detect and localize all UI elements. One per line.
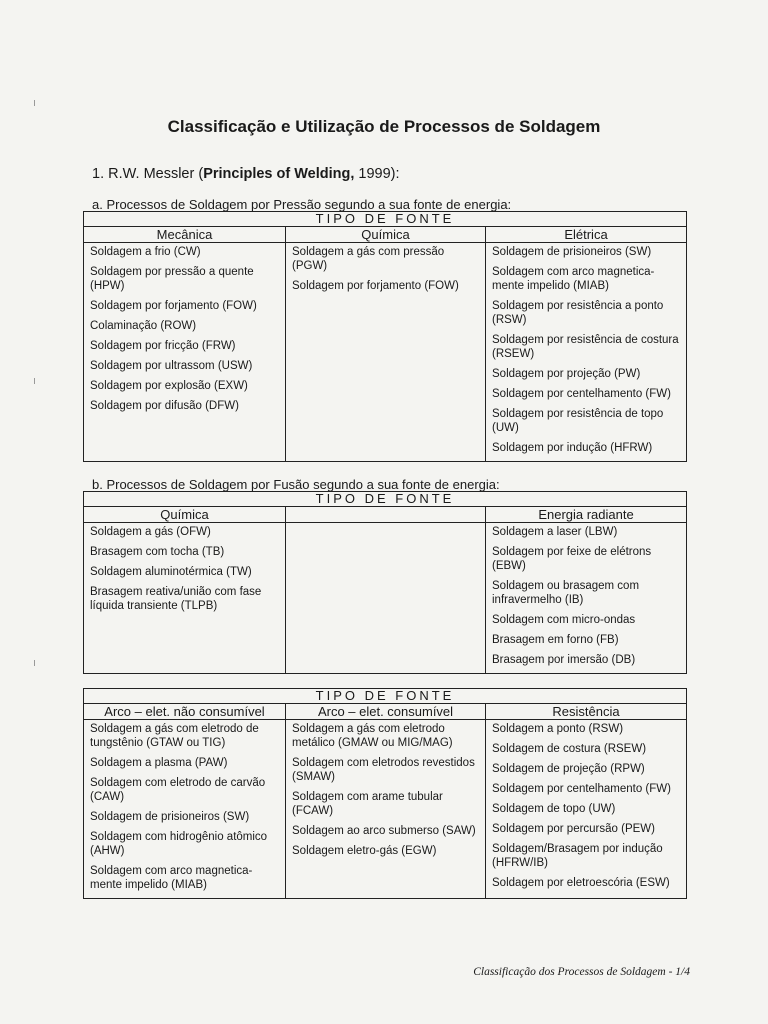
reference-suffix: 1999):: [354, 166, 400, 182]
process-item: Soldagem a laser (LBW): [492, 526, 618, 538]
process-item: Soldagem a gás (OFW): [90, 526, 211, 538]
process-item: Soldagem por centelhamento (FW): [492, 783, 671, 795]
process-item: Brasagem reativa/união com fase líquida transiente (TLPB): [90, 586, 262, 612]
process-item: Soldagem com arco magnetica-mente impelido (MIAB): [90, 865, 253, 891]
reference-book-title: Principles of Welding,: [203, 166, 355, 182]
process-item: Soldagem com eletrodos revestidos (SMAW): [292, 757, 475, 783]
process-item: Soldagem a ponto (RSW): [492, 723, 624, 735]
process-item: Soldagem de prisioneiros (SW): [90, 811, 250, 823]
column-header: Química: [286, 227, 486, 243]
process-item: Soldagem por difusão (DFW): [90, 400, 239, 412]
page-title: Classificação e Utilização de Processos de Soldagem: [167, 117, 601, 136]
process-item: Brasagem com tocha (TB): [90, 546, 225, 558]
source-type-header: TIPO DE FONTE: [84, 492, 687, 507]
process-cell: [84, 523, 286, 674]
process-item: Soldagem por resistência de topo (UW): [492, 408, 664, 434]
process-item: Soldagem por eletroescória (ESW): [492, 877, 670, 889]
section-b-table: [83, 491, 687, 674]
process-item: Soldagem por indução (HFRW): [492, 442, 653, 454]
process-item: Soldagem por percursão (PEW): [492, 823, 655, 835]
process-cell: [286, 720, 486, 899]
process-item: Soldagem de topo (UW): [492, 803, 616, 815]
process-item: Soldagem por projeção (PW): [492, 368, 641, 380]
process-item: Soldagem aluminotérmica (TW): [90, 566, 252, 578]
process-item: Soldagem de projeção (RPW): [492, 763, 645, 775]
process-item: Soldagem por fricção (FRW): [90, 340, 236, 352]
column-header: Resistência: [486, 704, 687, 720]
process-item: Soldagem por resistência a ponto (RSW): [492, 300, 664, 326]
process-item: Soldagem a gás com eletrodo de tungstênio (GTAW ou TIG): [90, 723, 259, 749]
process-cell: [486, 523, 687, 674]
column-header: Mecânica: [84, 227, 286, 243]
process-item: Brasagem em forno (FB): [492, 634, 619, 646]
process-item: Brasagem por imersão (DB): [492, 654, 636, 666]
scan-mark: [34, 100, 35, 106]
process-item: Soldagem por feixe de elétrons (EBW): [492, 546, 652, 572]
process-item: Soldagem com eletrodo de carvão (CAW): [90, 777, 266, 803]
process-item: Soldagem de costura (RSEW): [492, 743, 647, 755]
process-item: Colaminação (ROW): [90, 320, 197, 332]
process-item: Soldagem/Brasagem por indução (HFRW/IB): [492, 843, 663, 869]
process-item: Soldagem por pressão a quente (HPW): [90, 266, 254, 292]
column-header: Elétrica: [486, 227, 687, 243]
column-header: Arco – elet. não consumível: [84, 704, 286, 720]
process-item: Soldagem por resistência de costura (RSEW): [492, 334, 679, 360]
process-item: Soldagem por explosão (EXW): [90, 380, 248, 392]
process-item: Soldagem ou brasagem com infravermelho (IB): [492, 580, 640, 606]
process-item: Soldagem por centelhamento (FW): [492, 388, 671, 400]
process-cell: [286, 523, 486, 674]
scan-mark: [34, 660, 35, 666]
process-item: Soldagem a gás com eletrodo metálico (GMAW ou MIG/MAG): [292, 723, 453, 749]
process-item: Soldagem com arame tubular (FCAW): [292, 791, 443, 817]
process-cell: [486, 720, 687, 899]
process-item: Soldagem por forjamento (FOW): [90, 300, 257, 312]
process-item: Soldagem a plasma (PAW): [90, 757, 228, 769]
source-type-header: TIPO DE FONTE: [84, 689, 687, 704]
process-item: Soldagem a frio (CW): [90, 246, 201, 258]
source-type-header: TIPO DE FONTE: [84, 212, 687, 227]
section-a-caption: a. Processos de Soldagem por Pressão segundo a sua fonte de energia:: [92, 197, 512, 212]
process-cell: [286, 243, 486, 462]
process-item: Soldagem eletro-gás (EGW): [292, 845, 437, 857]
column-header: Energia radiante: [486, 507, 687, 523]
column-header: Arco – elet. consumível: [286, 704, 486, 720]
column-header: [286, 507, 486, 523]
reference-prefix: 1. R.W. Messler (: [92, 166, 204, 182]
process-item: Soldagem por forjamento (FOW): [292, 280, 459, 292]
process-item: Soldagem por ultrassom (USW): [90, 360, 253, 372]
section-b-caption: b. Processos de Soldagem por Fusão segundo a sua fonte de energia:: [92, 477, 500, 492]
process-item: Soldagem a gás com pressão (PGW): [292, 246, 445, 272]
process-item: Soldagem ao arco submerso (SAW): [292, 825, 476, 837]
reference-line: [92, 166, 400, 182]
section-c-table: [83, 688, 687, 899]
process-item: Soldagem com micro-ondas: [492, 614, 636, 626]
process-cell: [84, 243, 286, 462]
section-a-table: [83, 211, 687, 462]
scan-mark: [34, 378, 35, 384]
process-item: Soldagem com arco magnetica-mente impelido (MIAB): [492, 266, 655, 292]
column-header: Química: [84, 507, 286, 523]
page-footer: Classificação dos Processos de Soldagem - 1/4: [473, 966, 690, 978]
process-cell: [486, 243, 687, 462]
process-item: Soldagem de prisioneiros (SW): [492, 246, 652, 258]
process-item: Soldagem com hidrogênio atômico (AHW): [90, 831, 268, 857]
process-cell: [84, 720, 286, 899]
